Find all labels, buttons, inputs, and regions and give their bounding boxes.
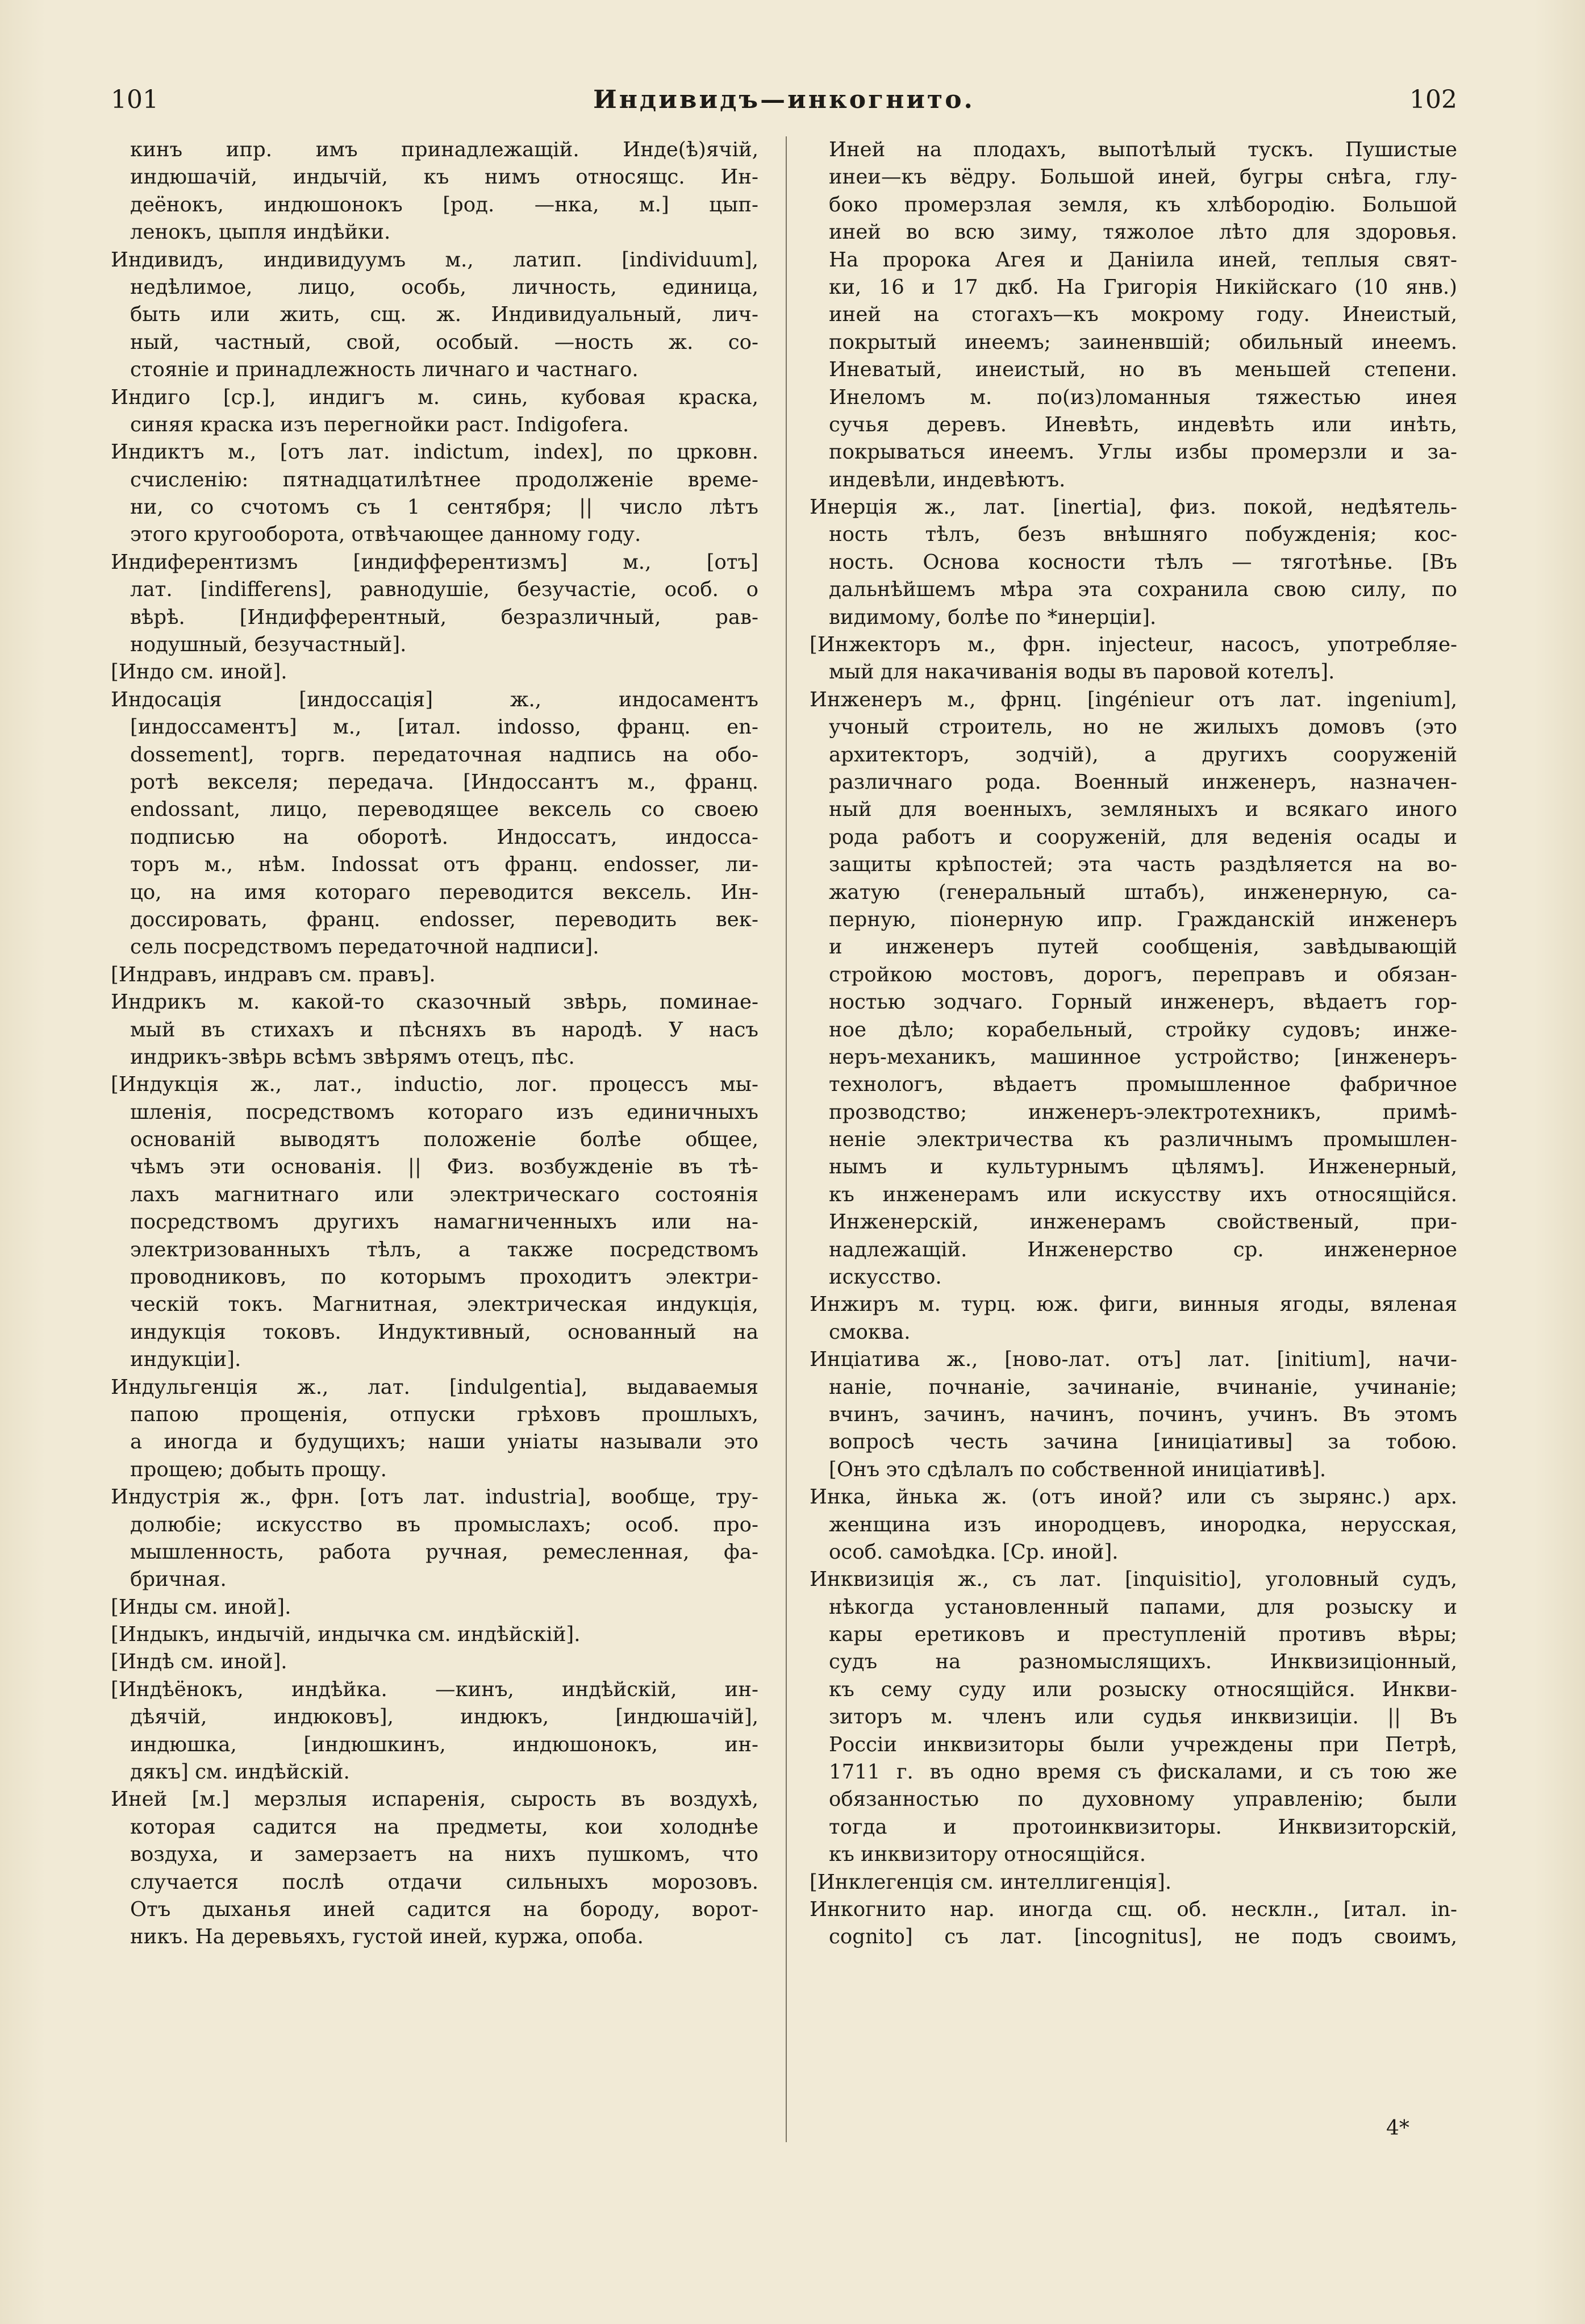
text-line: къ инквизитору относящійся.: [829, 1843, 1146, 1867]
text-line: ный, частный, свой, особый. —ность ж. со-: [130, 330, 758, 354]
text-line: Инженерскій, инженерамъ свойственый, при-: [829, 1210, 1457, 1234]
text-line: кары еретиковъ и преступленій противъ вѣры;: [829, 1623, 1457, 1647]
text-line: Индрикъ м. какой-то сказочный звѣрь, поминае-: [111, 990, 758, 1014]
text-line: посредствомъ другихъ намагниченныхъ или на-: [130, 1210, 758, 1234]
text-line: женщина изъ инородцевъ, инородка, нерусская,: [829, 1513, 1457, 1536]
text-line: Иней [м.] мерзлыя испаренія, сырость въ воздухѣ,: [111, 1788, 758, 1811]
text-line: подписью на оборотѣ. Индоссатъ, индосса-: [130, 825, 758, 849]
column-divider: [786, 136, 787, 2142]
text-line: вчинъ, зачинъ, начинъ, починъ, учинъ. Въ этомъ: [829, 1402, 1457, 1426]
text-line: тогда и протоинквизиторы. Инквизиторскій,: [829, 1815, 1457, 1839]
text-line: Индульгенція ж., лат. [indulgentia], выдаваемыя: [111, 1375, 758, 1399]
text-line: Инженеръ м., фрнц. [ingénieur отъ лат. ingenium],: [810, 688, 1457, 711]
text-line: долюбіе; искусство въ промыслахъ; особ. про-: [130, 1513, 758, 1536]
text-line: сучья деревъ. Иневѣть, индевѣть или инѣть,: [829, 413, 1457, 436]
text-line: Россіи инквизиторы были учреждены при Петрѣ,: [829, 1732, 1457, 1756]
text-line: Индивидъ, индивидуумъ м., латип. [individuum],: [111, 248, 758, 272]
text-line: различнаго рода. Военный инженеръ, назначен-: [829, 770, 1457, 794]
text-line: папою прощенія, отпуски грѣховъ прошлыхъ,: [130, 1402, 758, 1426]
text-line: Инціатива ж., [ново-лат. отъ] лат. [initium], начи-: [810, 1348, 1457, 1372]
text-line: покрытый инеемъ; заиненвшій; обильный инеемъ.: [829, 330, 1457, 354]
text-line: прозводство; инженеръ-электротехникъ, примѣ-: [829, 1100, 1457, 1124]
text-line: нѣкогда установленный папами, для розыску и: [829, 1595, 1457, 1619]
text-line: Индиго [ср.], индигъ м. синь, кубовая краска,: [111, 385, 758, 409]
text-line: ность. Основа косности тѣлъ — тяготѣнье. [Въ: [829, 550, 1457, 574]
text-line: нодушный, безучастный].: [130, 633, 407, 657]
text-line: [индоссаментъ] м., [итал. indosso, франц. en-: [130, 715, 758, 739]
text-line: [Индѣёнокъ, индѣйка. —кинъ, индѣйскій, ин-: [111, 1677, 758, 1701]
text-line: надлежащій. Инженерство ср. инженерное: [829, 1238, 1457, 1261]
text-line: шленія, посредствомъ котораго изъ единичныхъ: [130, 1100, 758, 1124]
text-line: На пророка Агея и Даніила иней, теплыя свят-: [829, 248, 1457, 272]
signature-mark: 4*: [1386, 2117, 1409, 2140]
text-line: учоный строитель, но не жилыхъ домовъ (это: [829, 715, 1457, 739]
text-line: [Индравъ, индравъ см. правъ].: [111, 963, 436, 986]
text-line: Инерція ж., лат. [inertia], физ. покой, недѣятель-: [810, 495, 1457, 519]
right-column: [810, 136, 1457, 2159]
text-line: ческій токъ. Магнитная, электрическая индукція,: [130, 1293, 758, 1317]
text-line: стройкою мостовъ, дорогъ, переправъ и обязан-: [829, 963, 1457, 986]
text-line: электризованныхъ тѣлъ, а также посредствомъ: [130, 1238, 758, 1261]
text-line: Иней на плодахъ, выпотѣлый тускъ. Пушистые: [829, 138, 1457, 161]
text-line: видимому, болѣе по *инерціи].: [829, 605, 1157, 629]
text-line: рода работъ и сооруженій, для веденія осады и: [829, 825, 1457, 849]
text-line: лахъ магнитнаго или электрическаго состоянія: [130, 1182, 758, 1206]
text-line: [Индыкъ, индычій, индычка см. индѣйскій].: [111, 1623, 581, 1647]
text-line: вѣрѣ. [Индифферентный, безразличный, рав-: [130, 605, 758, 629]
text-line: Отъ дыханья иней садится на бороду, ворот-: [130, 1898, 758, 1921]
text-line: [Инклегенція см. интеллигенція].: [810, 1870, 1172, 1894]
text-line: неръ-механикъ, машинное устройство; [инженеръ-: [829, 1045, 1457, 1069]
text-line: случается послѣ отдачи сильныхъ морозовъ.: [130, 1870, 758, 1894]
text-line: стояніе и принадлежность личнаго и частнаго.: [130, 358, 639, 382]
text-line: endossant, лицо, переводящее вексель со своею: [130, 798, 758, 822]
text-line: этого кругооборота, отвѣчающее данному году.: [130, 523, 641, 547]
text-line: Инка, йнька ж. (отъ иной? или съ зырянс.) арх.: [810, 1485, 1457, 1509]
text-line: покрываться инеемъ. Углы избы промерзли и за-: [829, 440, 1457, 464]
text-line: ки, 16 и 17 дкб. На Григорія Никійскаго (10 янв.): [829, 275, 1457, 299]
text-line: жатую (генеральный штабъ), инженерную, са-: [829, 880, 1457, 904]
text-line: чѣмъ эти основанія. || Физ. возбужденіе въ тѣ-: [130, 1155, 758, 1179]
text-line: искусство.: [829, 1265, 942, 1289]
text-line: проводниковъ, по которымъ проходитъ электри-: [130, 1265, 758, 1289]
text-line: ротѣ векселя; передача. [Индоссантъ м., франц.: [130, 770, 758, 794]
text-line: ное дѣло; корабельный, стройку судовъ; инже-: [829, 1018, 1457, 1042]
text-line: индюшка, [индюшкинъ, индюшонокъ, ин-: [130, 1732, 758, 1756]
text-line: къ инженерамъ или искусству ихъ относящійся.: [829, 1182, 1457, 1206]
text-line: Индустрія ж., фрн. [отъ лат. industria], вообще, тру-: [111, 1485, 758, 1509]
text-line: мышленность, работа ручная, ремесленная, фа-: [130, 1540, 758, 1564]
text-line: cognito] съ лат. [incognitus], не подъ своимъ,: [829, 1925, 1457, 1949]
running-title: Индивидъ—инкогнито.: [593, 85, 975, 114]
text-line: обязанностью по духовному управленію; были: [829, 1788, 1457, 1811]
text-line: и инженеръ путей сообщенія, завѣдывающій: [829, 935, 1457, 959]
text-line: вопросѣ честь зачина [иниціативы] за тобою.: [829, 1430, 1457, 1454]
text-line: индевѣли, индевѣютъ.: [829, 468, 1066, 492]
text-line: Индосація [индоссація] ж., индосаментъ: [111, 688, 758, 711]
text-line: бричная.: [130, 1568, 227, 1592]
text-line: Индиктъ м., [отъ лат. indictum, index], по црковн.: [111, 440, 758, 464]
page-number-right: 102: [1409, 85, 1457, 114]
text-line: никъ. На деревьяхъ, густой иней, куржа, опоба.: [130, 1925, 644, 1949]
text-line: сель посредствомъ передаточной надписи].: [130, 935, 599, 959]
text-line: наніе, почнаніе, зачинаніе, вчинаніе, учинаніе;: [829, 1375, 1457, 1399]
text-line: иней во всю зиму, тяжолое лѣто для здоровья.: [829, 220, 1457, 244]
text-line: [Онъ это сдѣлалъ по собственной иниціативѣ].: [829, 1457, 1327, 1481]
text-line: индукціи].: [130, 1348, 241, 1372]
text-line: быть или жить, сщ. ж. Индивидуальный, лич-: [130, 303, 758, 327]
text-line: [Инжекторъ м., фрн. injecteur, насосъ, употребляе-: [810, 633, 1457, 657]
text-line: дѣячій, индюковъ], индюкъ, [индюшачій],: [130, 1705, 758, 1729]
text-line: Иневатый, инеистый, но въ меньшей степени.: [829, 358, 1457, 382]
text-line: особ. самоѣдка. [Ср. иной].: [829, 1540, 1119, 1564]
text-line: мый въ стихахъ и пѣсняхъ въ народѣ. У насъ: [130, 1018, 758, 1042]
text-line: Индиферентизмъ [индифферентизмъ] м., [отъ]: [111, 550, 758, 574]
text-line: индукція токовъ. Индуктивный, основанный на: [130, 1320, 758, 1344]
text-line: [Индукція ж., лат., inductio, лог. процессъ мы-: [111, 1073, 758, 1097]
text-line: счисленію: пятнадцатилѣтнее продолженіе време-: [130, 468, 758, 492]
text-line: цо, на имя котораго переводится вексель. Ин-: [130, 880, 758, 904]
text-line: судъ на разномыслящихъ. Инквизиціонный,: [829, 1650, 1457, 1674]
text-line: Инеломъ м. по(из)ломанныя тяжестью инея: [829, 385, 1457, 409]
text-line: [Индо см. иной].: [111, 660, 287, 684]
text-line: нымъ и культурнымъ цѣлямъ]. Инженерный,: [829, 1155, 1457, 1179]
text-line: защиты крѣпостей; эта часть раздѣляется на во-: [829, 853, 1457, 877]
running-header: [111, 85, 1457, 131]
text-line: торъ м., нѣм. Indossat отъ франц. endosser, ли-: [130, 853, 758, 877]
text-line: которая садится на предметы, кои холоднѣе: [130, 1815, 758, 1839]
text-line: кинъ ипр. имъ принадлежащій. Инде(ѣ)ячій,: [130, 138, 758, 161]
text-line: прощею; добыть прощу.: [130, 1457, 387, 1481]
text-line: зиторъ м. членъ или судья инквизиціи. || Въ: [829, 1705, 1457, 1729]
text-line: перную, піонерную ипр. Гражданскій инженеръ: [829, 907, 1457, 931]
text-line: синяя краска изъ перегнойки раст. Indigofera.: [130, 413, 629, 436]
text-line: неніе электричества къ различнымъ промышлен-: [829, 1128, 1457, 1152]
text-line: архитекторъ, зодчій), а другихъ сооруженій: [829, 743, 1457, 767]
text-line: къ сему суду или розыску относящійся. Инкви-: [829, 1677, 1457, 1701]
text-line: иней на стогахъ—къ мокрому году. Инеистый,: [829, 303, 1457, 327]
text-line: а иногда и будущихъ; наши уніаты называли это: [130, 1430, 758, 1454]
text-line: ленокъ, цыпля индѣйки.: [130, 220, 391, 244]
text-line: ни, со счотомъ съ 1 сентября; || число лѣтъ: [130, 495, 758, 519]
text-line: Инквизиція ж., съ лат. [inquisitio], уголовный судъ,: [810, 1568, 1457, 1592]
text-line: дякъ] см. индѣйскій.: [130, 1760, 350, 1784]
text-line: лат. [indifferens], равнодушіе, безучастіе, особ. о: [130, 578, 758, 602]
text-line: Инкогнито нар. иногда сщ. об. несклн., [итал. in-: [810, 1898, 1457, 1921]
text-line: ность тѣлъ, безъ внѣшняго побужденія; кос-: [829, 523, 1457, 547]
text-line: инеи—къ вёдру. Большой иней, бугры снѣга, глу-: [829, 165, 1457, 189]
text-line: воздуха, и замерзаетъ на нихъ пушкомъ, что: [130, 1843, 758, 1867]
left-column: [111, 136, 758, 2159]
text-line: [Индѣ см. иной].: [111, 1650, 287, 1674]
text-line: мый для накачиванія воды въ паровой котелъ].: [829, 660, 1335, 684]
text-line: деёнокъ, индюшонокъ [род. —нка, м.] цып-: [130, 193, 758, 216]
text-line: dossement], торгв. передаточная надпись на обо-: [130, 743, 758, 767]
text-line: индюшачій, индычій, къ нимъ относящс. Ин-: [130, 165, 758, 189]
text-line: 1711 г. въ одно время съ фискалами, и съ тою же: [829, 1760, 1457, 1784]
text-line: доссировать, франц. endosser, переводить век-: [130, 907, 758, 931]
text-line: Инжиръ м. турц. юж. фиги, винныя ягоды, вяленая: [810, 1293, 1457, 1317]
page-number-left: 101: [111, 85, 158, 114]
text-line: ный для военныхъ, земляныхъ и всякаго иного: [829, 798, 1457, 822]
text-line: технологъ, вѣдаетъ промышленное фабричное: [829, 1073, 1457, 1097]
text-line: индрикъ-звѣрь всѣмъ звѣрямъ отецъ, пѣс.: [130, 1045, 575, 1069]
text-line: дальнѣйшемъ мѣра эта сохранила свою силу, по: [829, 578, 1457, 602]
text-line: недѣлимое, лицо, особь, личность, единица,: [130, 275, 758, 299]
text-line: основаній выводятъ положеніе болѣе общее,: [130, 1128, 758, 1152]
text-line: [Инды см. иной].: [111, 1595, 291, 1619]
text-line: ностью зодчаго. Горный инженеръ, вѣдаетъ гор-: [829, 990, 1457, 1014]
text-line: боко промерзлая земля, къ хлѣбородію. Большой: [829, 193, 1457, 216]
text-line: смоква.: [829, 1320, 911, 1344]
